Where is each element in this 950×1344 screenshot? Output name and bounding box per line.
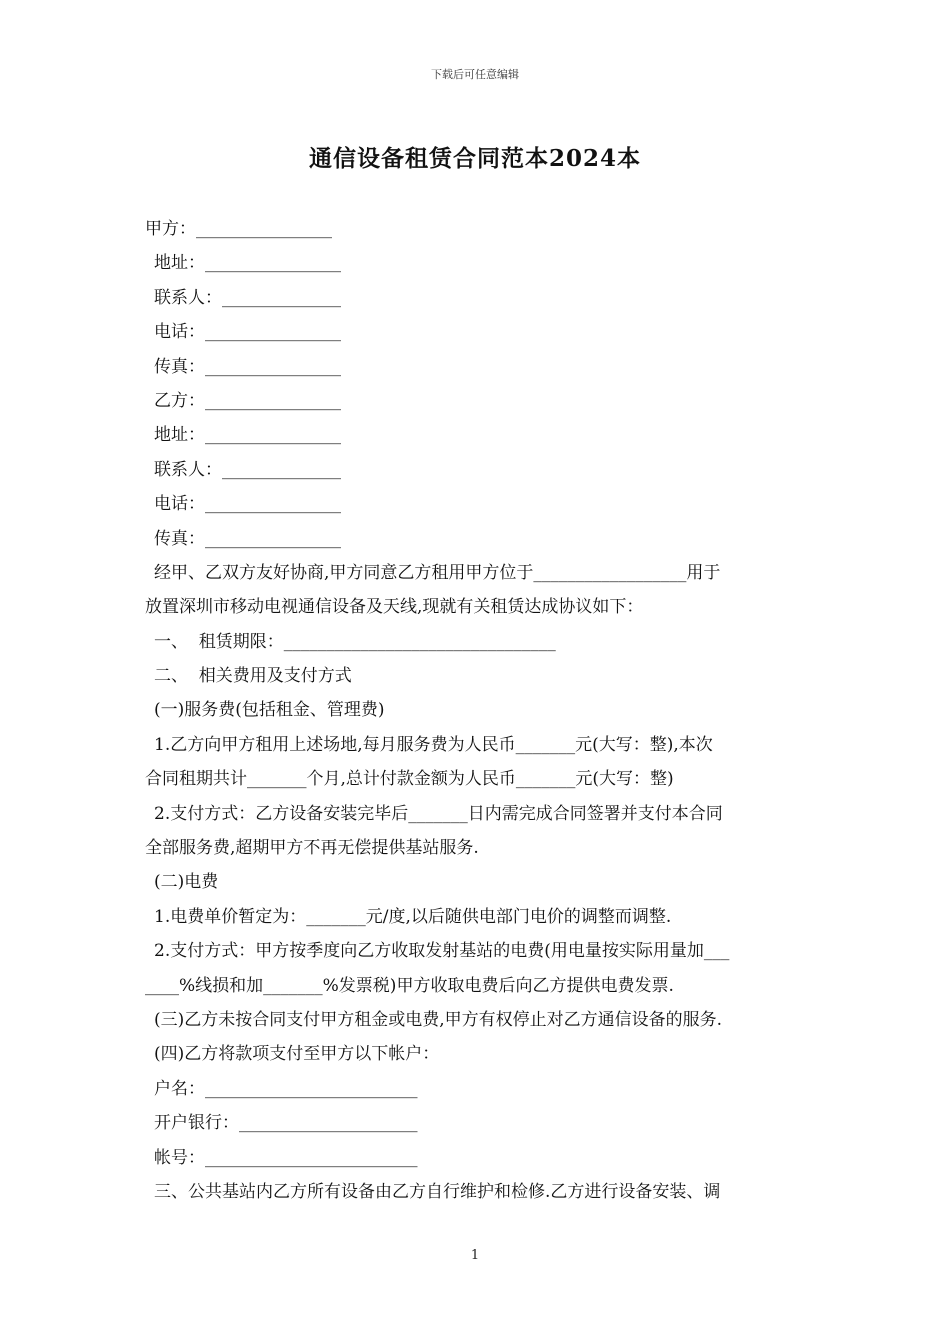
contract-line: (四)乙方将款项支付至甲方以下帐户：: [154, 1044, 440, 1065]
contract-line: ____%线损和加_______%发票税)甲方收取电费后向乙方提供电费发票.: [145, 975, 674, 996]
page-header-note: 下载后可任意编辑: [431, 68, 519, 81]
page-number: 1: [470, 1248, 480, 1263]
contract-line: (三)乙方未按合同支付甲方租金或电费,甲方有权停止对乙方通信设备的服务.: [154, 1009, 723, 1030]
contract-line: (一)服务费(包括租金、管理费): [154, 700, 385, 721]
contract-line: 传真：________________: [154, 356, 341, 377]
contract-line: 开户银行：_____________________: [154, 1113, 418, 1134]
contract-line: 联系人：______________: [154, 287, 341, 308]
contract-line: 全部服务费,超期甲方不再无偿提供基站服务.: [145, 838, 479, 859]
contract-line: 三、公共基站内乙方所有设备由乙方自行维护和检修.乙方进行设备安装、调: [154, 1181, 721, 1202]
contract-line: 甲方：________________: [145, 219, 332, 239]
contract-line: 放置深圳市移动电视通信设备及天线,现就有关租赁达成协议如下：: [145, 597, 644, 618]
contract-line: 地址：________________: [154, 253, 341, 274]
contract-line: 户名：_________________________: [154, 1078, 418, 1099]
contract-line: 合同租期共计_______个月,总计付款金额为人民币_______元(大写：整): [145, 769, 674, 790]
contract-line: 二、 相关费用及支付方式: [154, 666, 352, 687]
contract-line: 联系人：______________: [154, 459, 341, 480]
document-title: 通信设备租赁合同范本2024本: [308, 145, 641, 172]
contract-line: 乙方：________________: [154, 390, 341, 411]
contract-line: (二)电费: [154, 872, 219, 893]
contract-line: 电话：________________: [154, 322, 341, 343]
contract-line: 经甲、乙双方友好协商,甲方同意乙方租用甲方位于__________________用于: [154, 562, 721, 583]
contract-line: 一、 租赁期限：________________________________: [154, 631, 556, 652]
contract-line: 传真：________________: [154, 528, 341, 549]
contract-line: 1.乙方向甲方租用上述场地,每月服务费为人民币_______元(大写：整),本次: [154, 734, 713, 755]
contract-line: 地址：________________: [154, 425, 341, 446]
contract-body: [145, 214, 815, 1211]
contract-line: 帐号：_________________________: [154, 1147, 418, 1168]
contract-line: 电话：________________: [154, 494, 341, 515]
contract-line: 2.支付方式：乙方设备安装完毕后_______日内需完成合同签署并支付本合同: [154, 803, 723, 824]
contract-line: 2.支付方式：甲方按季度向乙方收取发射基站的电费(用电量按实际用量加___: [154, 941, 730, 962]
contract-line: 1.电费单价暂定为：_______元/度,以后随供电部门电价的调整而调整.: [154, 906, 672, 927]
